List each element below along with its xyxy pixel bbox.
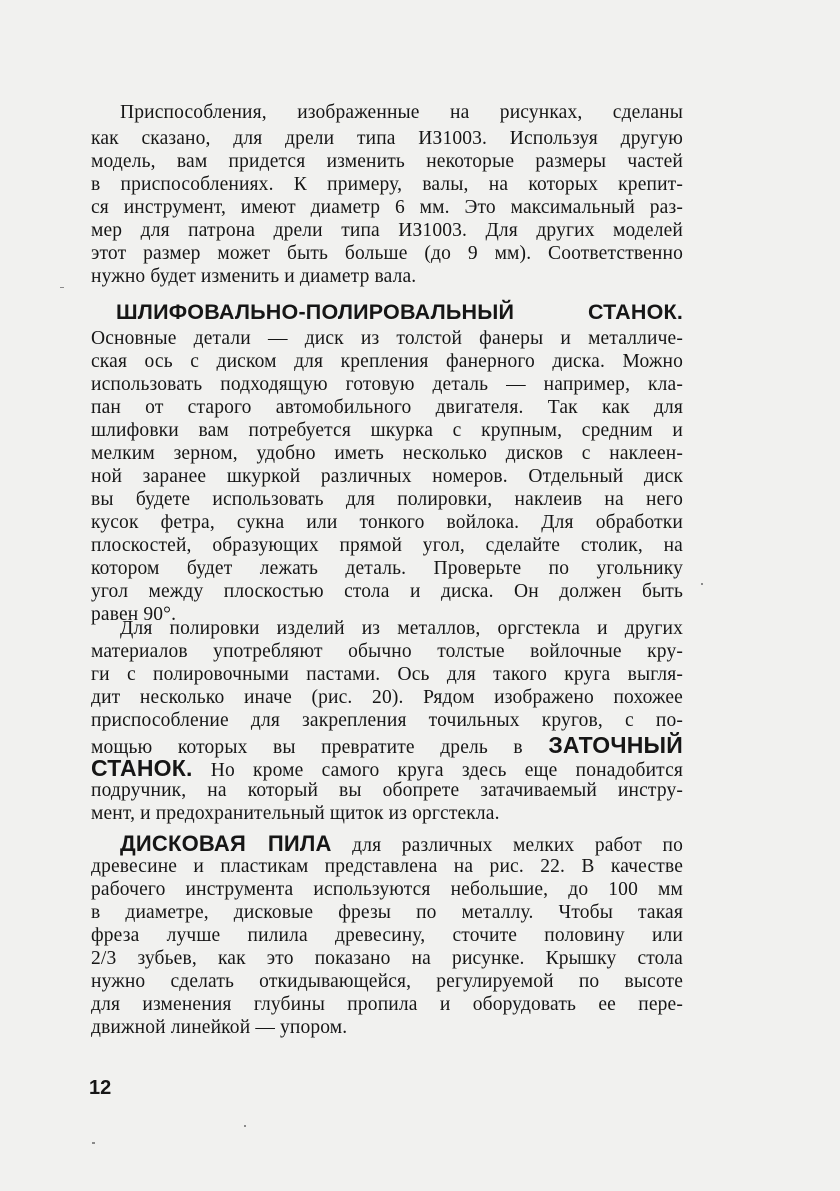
polishing-line: приспособление для закрепления точильных кругов, с по-	[91, 710, 683, 731]
term-sharpening-machine: СТАНОК.	[91, 755, 193, 781]
saw-line-text: для различных мелких работ по	[352, 835, 683, 856]
grinding-line: кусок фетра, сукна или тонкого войлока. Для обработки	[91, 512, 683, 533]
polishing-line-text: мощью которых вы превратите дрель в	[91, 737, 523, 758]
intro-line: этот размер может быть больше (до 9 мм). Соответственно	[91, 243, 683, 264]
polishing-line: ги с полировочными пастами. Ось для такого круга выгля-	[91, 664, 683, 685]
intro-line: мер для патрона дрели типа ИЗ1003. Для других моделей	[91, 220, 683, 241]
intro-line: Приспособления, изображенные на рисунках, сделаны	[120, 102, 683, 123]
intro-line: модель, вам придется изменить некоторые размеры частей	[91, 151, 683, 172]
intro-line: ся инструмент, имеют диаметр 6 мм. Это максимальный раз-	[91, 197, 683, 218]
polishing-term-line	[91, 756, 683, 780]
intro-line: в приспособлениях. К примеру, валы, на которых крепит-	[91, 174, 683, 195]
saw-line: рабочего инструмента используются небольшие, до 100 мм	[91, 879, 683, 900]
grinding-line: использовать подходящую готовую деталь — например, кла-	[91, 374, 683, 395]
grinding-line: вы будете использовать для полировки, наклеив на него	[91, 489, 683, 510]
grinding-line: мелким зерном, удобно иметь несколько дисков с наклеен-	[91, 443, 683, 464]
intro-line: нужно будет изменить и диаметр вала.	[91, 266, 417, 287]
saw-line: для изменения глубины пропила и оборудовать ее пере-	[91, 994, 683, 1015]
section-heading-saw: ДИСКОВАЯ ПИЛА	[120, 831, 332, 856]
polishing-line: материалов употребляют обычно толстые войлочные кру-	[91, 641, 683, 662]
grinding-line: Основные детали — диск из толстой фанеры и металличе-	[91, 328, 683, 349]
polishing-line: дит несколько иначе (рис. 20). Рядом изображено похожее	[91, 687, 683, 708]
grinding-line: угол между плоскостью стола и диска. Он должен быть	[91, 581, 683, 602]
polishing-line: подручник, на который вы обопрете затачиваемый инстру-	[91, 780, 683, 801]
page-number: 12	[89, 1077, 112, 1099]
saw-line: нужно сделать откидывающейся, регулируемой по высоте	[91, 971, 683, 992]
polishing-line-text: Но кроме самого круга здесь еще понадобится	[210, 760, 683, 781]
scan-speck	[701, 583, 703, 585]
saw-line: 2/3 зубьев, как это показано на рисунке. Крышку стола	[91, 948, 683, 969]
term-sharpening-machine: ЗАТОЧНЫЙ	[548, 732, 683, 758]
saw-line: движной линейкой — упором.	[91, 1017, 348, 1038]
scan-speck	[244, 1125, 246, 1127]
saw-line: древесине и пластикам представлена на рис. 22. В качестве	[91, 856, 683, 877]
saw-line: в диаметре, дисковые фрезы по металлу. Чтобы такая	[91, 902, 683, 923]
polishing-line: мент, и предохранительный щиток из оргстекла.	[91, 803, 500, 824]
section-heading-grinding: ШЛИФОВАЛЬНО-ПОЛИРОВАЛЬНЫЙ СТАНОК.	[116, 300, 683, 324]
grinding-line: ной заранее шкуркой различных номеров. Отдельный диск	[91, 466, 683, 487]
scan-speck	[60, 287, 64, 288]
grinding-line: ская ось с диском для крепления фанерного диска. Можно	[91, 351, 683, 372]
grinding-line: равен 90°.	[91, 604, 177, 625]
polishing-line: Для полировки изделий из металлов, оргстекла и других	[120, 618, 683, 639]
saw-line: фреза лучше пилила древесину, сточите половину или	[91, 925, 683, 946]
polishing-term-line	[91, 733, 683, 757]
grinding-line: котором будет лежать деталь. Проверьте по угольнику	[91, 558, 683, 579]
grinding-line: шлифовки вам потребуется шкурка с крупным, средним и	[91, 420, 683, 441]
grinding-line: пан от старого автомобильного двигателя. Так как для	[91, 397, 683, 418]
scan-speck	[92, 1142, 95, 1144]
saw-heading-line	[120, 832, 683, 856]
grinding-line: плоскостей, образующих прямой угол, сделайте столик, на	[91, 535, 683, 556]
intro-line: как сказано, для дрели типа ИЗ1003. Используя другую	[91, 128, 683, 149]
